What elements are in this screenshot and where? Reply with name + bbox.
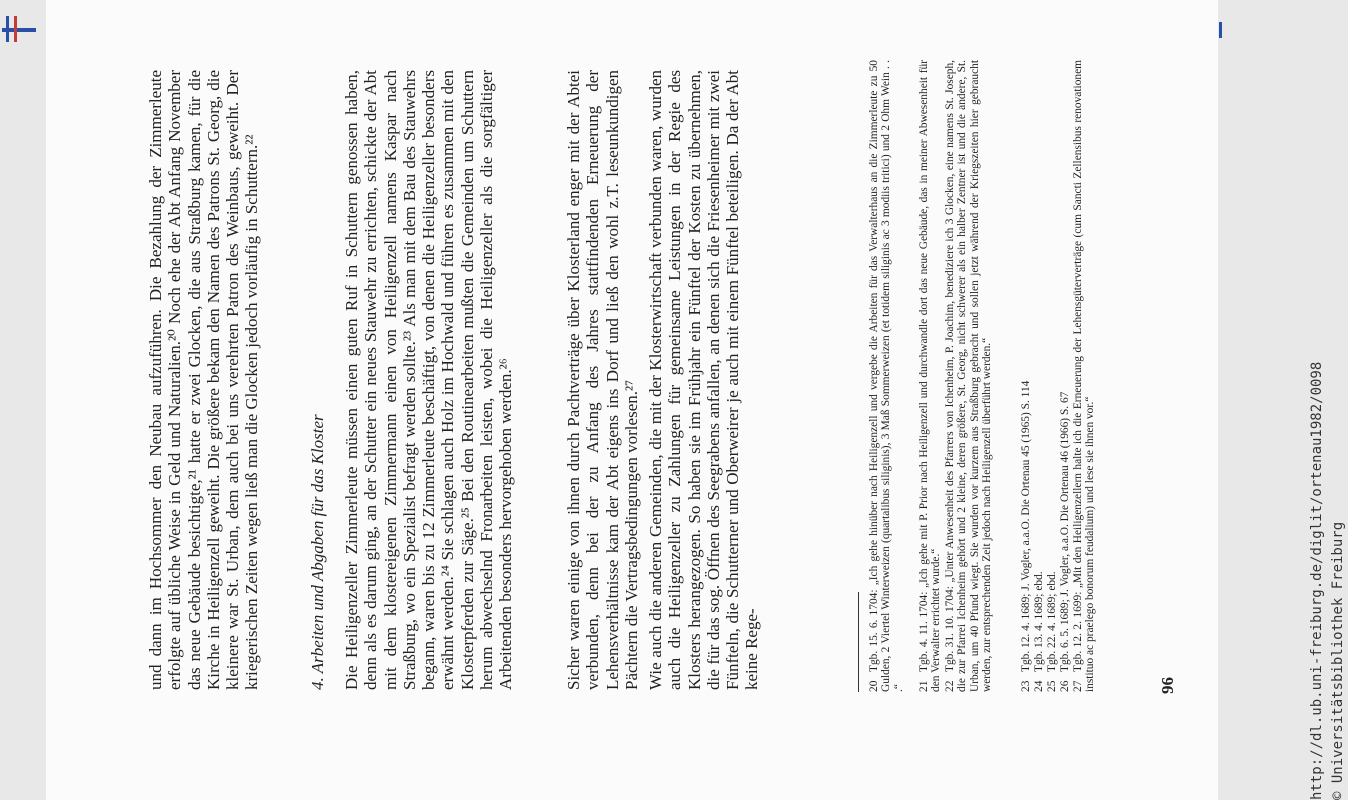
footnote-number: 20: [868, 680, 880, 692]
footnote-number: 21: [918, 680, 930, 692]
footnote-number: 27: [1072, 680, 1084, 692]
footnote-number: 26: [1059, 680, 1071, 692]
footnote: [1020, 60, 1032, 692]
scan-corner-mark-icon: [0, 14, 42, 44]
footnote-text: Tgb. 22. 4. 1689; ebd.: [1046, 571, 1058, 672]
footnote-text: Tgb. 12. 2. 1699: „Mit den Heiligenzellern halte ich die Erneuerung der Lehensgüterverträge (cum Sancti Zellensibus renovationem instituo ac praelego bonorum feudalium) und lese sie ihnen vor.“: [1072, 60, 1097, 692]
footnote: [868, 60, 905, 692]
rotated-page-content: [46, 0, 1346, 800]
body-paragraph-2: Die Heiligenzeller Zimmerleute müssen einen guten Ruf in Schuttern genossen haben, denn als es darum ging, an der Schutter ein neues Stauwehr zu errichten, schickte der Abt mit dem klostereigenen Zimmermann einen von Heiligenzell namens Kaspar nach Straßburg, wo ein Spezialist befragt werden sollte.²³ Als man mit dem Bau des Stauwehrs begann, waren bis zu 12 Zimmerleute beschäftigt, von denen die Heiligenzeller besonders erwähnt werden.²⁴ Sie schlagen auch Holz im Hochwald und führen es zusammen mit den Klosterpferden zur Säge.²⁵ Bei den Routinearbeiten mußten die Gemeinden um Schuttern herum abwechselnd Fronarbeiten leisten, wobei die Heiligenzeller als die sorgfältiger Arbeitenden besonders hervorgehoben werden.²⁶: [342, 70, 516, 690]
footnote-number: 22: [944, 680, 956, 692]
footnote-text: Tgb. 4. 11. 1704: „Ich gehe mit P. Prior nach Heiligenzell und durchwandle dort das neue Gebäude, das in meiner Abwesenheit für den Verwalter errichtet wurde.“: [918, 60, 943, 692]
section-heading: 4. Arbeiten und Abgaben für das Kloster: [308, 414, 327, 690]
footnote: [944, 60, 994, 692]
body-paragraph-4: Wie auch die anderen Gemeinden, die mit der Klosterwirtschaft verbunden waren, wurden auch die Heiligenzeller zu Zahlungen für gemeinsame Leistungen in der Regie des Klosters herangezogen. So haben sie im Frühjahr ein Fünftel der Kosten zu übernehmen, die für das sog. Öffnen des Seegrabens anfallen, an denen sich die Friesenheimer mit zwei Fünfteln, die Schutterner und Oberweirer je auch mit einem Fünftel beteiligen. Da der Abt keine Rege-: [646, 70, 762, 690]
footnote-text: Tgb. 15. 6. 1704: „Ich gehe hinüber nach Heiligenzell und vergebe die Arbeiten für das Verwalterhaus an die Zimmerleute zu 50 Gulden, 2 Viertel Winterweizen (quartalibus siliginis), 3 Maß Sommerweizen (et totidem siliginis ac 3 modiis tritici) und 2 Ohm Wein . . .“: [868, 60, 905, 692]
footnote: [1033, 60, 1045, 692]
footnote-text: Tgb. 12. 4. 1689; J. Vogler, a.a.O. Die Ortenau 45 (1965) S. 114: [1020, 380, 1032, 672]
footnote-number: 23: [1020, 680, 1032, 692]
watermark-copyright: © Universitätsbibliothek Freiburg: [1330, 521, 1346, 800]
footnote-text: Tgb. 31. 10. 1704: „Unter Anwesenheit des Pfarrers von Ichenheim, P. Joachim, benediziere ich 3 Glocken, eine namens St. Joseph, die zur Pfarrei Ichenheim gehört und 2 kleine, deren größere, St. Georg, nicht schwerer als ein halber Zentner ist und die andere, St. Urban, um 40 Pfund wiegt. Sie wurden vor kurzem aus Straßburg gebracht und sollen jetzt während der Kriegszeiten hier gebraucht werden, zur entsprechenden Zeit jedoch nach Heiligenzell überführt werden.“: [944, 60, 994, 692]
page-number: 96: [1158, 677, 1177, 694]
footnote-divider: [858, 592, 859, 692]
footnote: [1046, 60, 1058, 692]
footnote: [918, 60, 943, 692]
footnote-text: Tgb. 6. 5. 1689; J. Vogler, a.a.O. Die Ortenau 46 (1966) S. 67: [1059, 391, 1071, 672]
footnote-text: Tgb. 13. 4. 1689; ebd.: [1033, 571, 1045, 672]
footnote-number: 24: [1033, 680, 1045, 692]
watermark-url: http://dl.ub.uni-freiburg.de/diglit/ortenau1982/0098: [1309, 361, 1325, 800]
footnote: [1059, 60, 1071, 692]
page-sheet: [46, 0, 1346, 800]
body-paragraph-3: Sicher waren einige von ihnen durch Pachtverträge über Klosterland enger mit der Abtei verbunden, denn bei der zu Anfang des Jahres stattfindenden Erneuerung der Lehensverhältnisse kam der Abt eigens ins Dorf und ließ den wohl z.T. leseunkundigen Pächtern die Vertragsbedingungen vorlesen.²⁷: [564, 70, 641, 690]
footnote: [1072, 60, 1097, 692]
footnote-number: 25: [1046, 680, 1058, 692]
body-paragraph-1: und dann im Hochsommer den Neubau aufzuführen. Die Bezahlung der Zimmerleute erfolgte auf übliche Weise in Geld und Naturalien.²⁰ Noch ehe der Abt Anfang November das neue Gebäude besichtigte,²¹ hatte er zwei Glocken, die aus Straßburg kamen, für die Kirche in Heiligenzell geweiht. Die größere bekam den Namen des Patrons St. Georg, die kleinere war St. Urban, dem auch bei uns verehrten Patron des Weinbaus, geweiht. Der kriegerischen Zeiten wegen ließ man die Glocken jedoch vorläufig in Schuttern.²²: [146, 70, 262, 690]
